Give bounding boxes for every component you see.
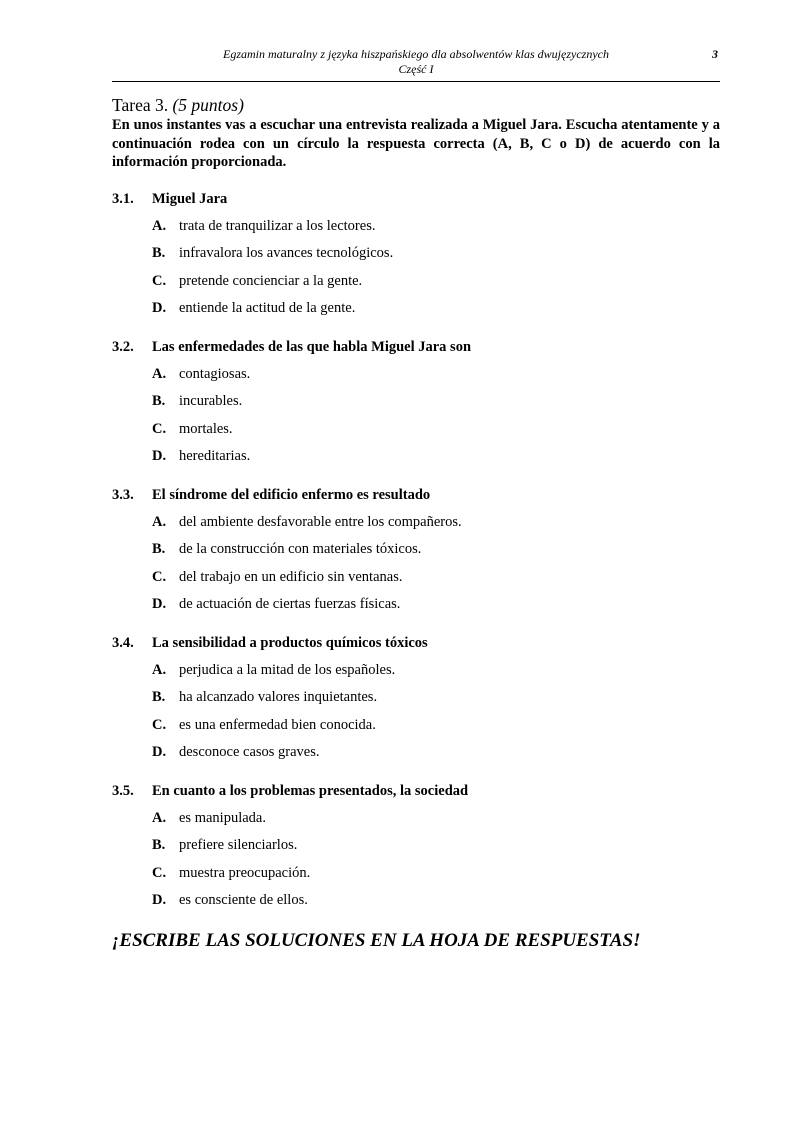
option-list <box>152 213 720 323</box>
option-c[interactable] <box>152 268 720 296</box>
option-list <box>152 805 720 915</box>
question-3-4 <box>112 633 720 767</box>
option-d[interactable] <box>152 739 720 767</box>
option-letter: B. <box>152 245 166 261</box>
question-stem <box>112 485 720 505</box>
task-instructions: En unos instantes vas a escuchar una entrevista realizada a Miguel Jara. Escucha atentamente y a continuación rodea con un círculo la respuesta correcta (A, B, C o D) de acuerdo con la información proporcionada. <box>112 117 720 170</box>
task-section <box>112 94 720 953</box>
question-number: 3.1. <box>112 190 134 207</box>
option-text: del ambiente desfavorable entre los compañeros. <box>179 513 462 530</box>
option-text: prefiere silenciarlos. <box>179 837 298 853</box>
option-letter: B. <box>152 689 166 705</box>
option-d[interactable] <box>152 591 720 619</box>
option-c[interactable] <box>152 712 720 740</box>
option-text: de la construcción con materiales tóxicos. <box>179 541 422 557</box>
option-text: hereditarias. <box>179 448 251 464</box>
question-text: En cuanto a los problemas presentados, la sociedad <box>152 782 469 799</box>
question-number: 3.3. <box>112 486 134 503</box>
question-3-1 <box>112 189 720 323</box>
option-b[interactable] <box>152 536 720 564</box>
option-d[interactable] <box>152 443 720 471</box>
option-letter: A. <box>152 809 167 826</box>
question-3-2 <box>112 337 720 471</box>
option-c[interactable] <box>152 416 720 444</box>
question-text: Las enfermedades de las que habla Miguel Jara son <box>152 338 472 355</box>
option-text: es manipulada. <box>179 809 266 826</box>
option-list <box>152 361 720 471</box>
exam-title: Egzamin maturalny z języka hiszpańskiego dla absolwentów klas dwujęzycznych <box>223 47 609 61</box>
option-text: desconoce casos graves. <box>179 744 320 760</box>
option-text: infravalora los avances tecnológicos. <box>179 245 394 261</box>
question-number: 3.2. <box>112 338 134 355</box>
option-text: es consciente de ellos. <box>179 892 308 908</box>
option-text: muestra preocupación. <box>179 864 311 881</box>
question-stem <box>112 633 720 653</box>
option-letter: D. <box>152 744 167 760</box>
option-b[interactable] <box>152 240 720 268</box>
question-3-5 <box>112 781 720 915</box>
option-letter: D. <box>152 448 167 464</box>
option-b[interactable] <box>152 388 720 416</box>
option-text: del trabajo en un edificio sin ventanas. <box>179 568 403 585</box>
option-letter: D. <box>152 596 167 612</box>
page-header <box>112 47 720 82</box>
question-text: Miguel Jara <box>152 190 228 207</box>
option-b[interactable] <box>152 684 720 712</box>
option-letter: C. <box>152 272 167 289</box>
question-3-3 <box>112 485 720 619</box>
option-text: de actuación de ciertas fuerzas físicas. <box>179 596 401 612</box>
option-letter: B. <box>152 541 166 557</box>
option-letter: D. <box>152 300 167 316</box>
option-c[interactable] <box>152 564 720 592</box>
option-letter: B. <box>152 837 166 853</box>
option-text: incurables. <box>179 393 243 409</box>
option-a[interactable] <box>152 509 720 537</box>
option-a[interactable] <box>152 657 720 685</box>
task-title <box>112 94 720 116</box>
option-letter: C. <box>152 716 167 733</box>
option-a[interactable] <box>152 213 720 241</box>
option-text: perjudica a la mitad de los españoles. <box>179 661 396 678</box>
option-c[interactable] <box>152 860 720 888</box>
option-list <box>152 509 720 619</box>
question-number: 3.4. <box>112 634 134 651</box>
option-list <box>152 657 720 767</box>
option-letter: C. <box>152 568 167 585</box>
option-letter: C. <box>152 420 167 437</box>
option-text: trata de tranquilizar a los lectores. <box>179 217 376 234</box>
option-d[interactable] <box>152 295 720 323</box>
question-stem <box>112 337 720 357</box>
question-text: El síndrome del edificio enfermo es resultado <box>152 486 431 503</box>
question-stem <box>112 781 720 801</box>
option-text: ha alcanzado valores inquietantes. <box>179 689 378 705</box>
page-number: 3 <box>712 47 718 61</box>
option-text: mortales. <box>179 420 233 437</box>
option-letter: A. <box>152 513 167 530</box>
question-list <box>112 189 720 915</box>
option-letter: C. <box>152 864 167 881</box>
task-points: (5 puntos) <box>172 95 244 115</box>
option-d[interactable] <box>152 887 720 915</box>
option-text: contagiosas. <box>179 365 251 382</box>
option-text: es una enfermedad bien conocida. <box>179 716 376 733</box>
option-letter: A. <box>152 365 167 382</box>
option-a[interactable] <box>152 805 720 833</box>
option-a[interactable] <box>152 361 720 389</box>
option-b[interactable] <box>152 832 720 860</box>
exam-part: Część I <box>398 62 434 76</box>
option-letter: D. <box>152 892 167 908</box>
option-text: entiende la actitud de la gente. <box>179 300 356 316</box>
question-number: 3.5. <box>112 782 134 799</box>
question-text: La sensibilidad a productos químicos tóxicos <box>152 634 428 651</box>
option-letter: A. <box>152 217 167 234</box>
option-text: pretende concienciar a la gente. <box>179 272 363 289</box>
task-title-label: Tarea 3. <box>112 95 169 115</box>
option-letter: B. <box>152 393 166 409</box>
answer-sheet-reminder: ¡ESCRIBE LAS SOLUCIONES EN LA HOJA DE RESPUESTAS! <box>112 929 641 951</box>
question-stem <box>112 189 720 209</box>
option-letter: A. <box>152 661 167 678</box>
